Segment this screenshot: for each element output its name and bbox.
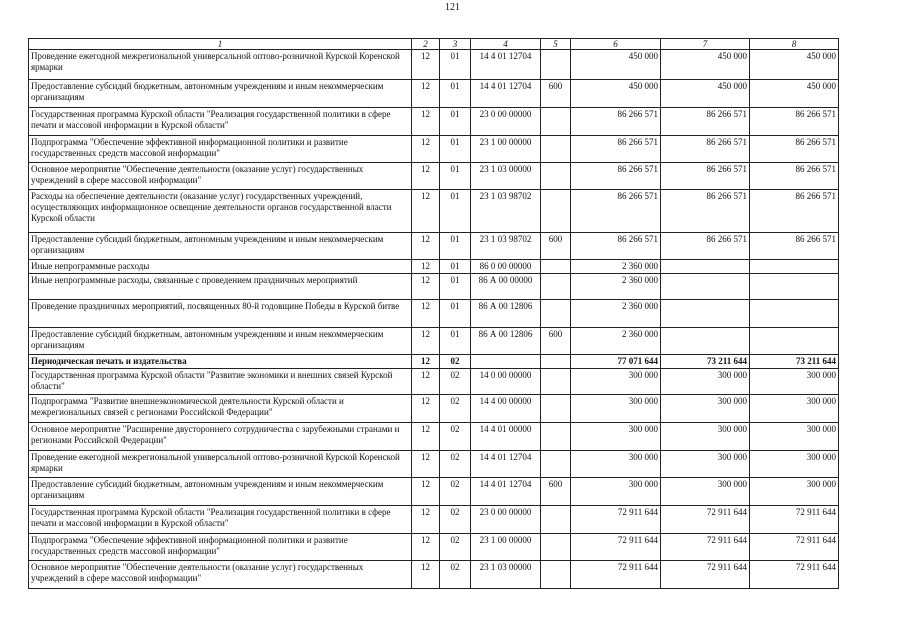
column-number: 1	[29, 39, 412, 50]
expense-type-code	[541, 163, 571, 190]
amount-year-1: 300 000	[571, 423, 661, 451]
table-row	[29, 50, 839, 80]
section-code: 12	[412, 50, 440, 80]
column-number: 5	[541, 39, 571, 50]
amount-year-1: 2 360 000	[571, 274, 661, 300]
subsection-code: 02	[440, 534, 471, 561]
section-code: 12	[412, 300, 440, 328]
amount-year-2	[661, 260, 750, 274]
row-name: Иные непрограммные расходы	[29, 260, 412, 274]
section-code: 12	[412, 80, 440, 108]
target-article-code: 23 1 00 00000	[471, 136, 541, 163]
table-row	[29, 534, 839, 561]
expense-type-code	[541, 534, 571, 561]
amount-year-1: 2 360 000	[571, 260, 661, 274]
subsection-code: 02	[440, 355, 471, 369]
target-article-code: 86 А 00 12806	[471, 300, 541, 328]
target-article-code: 23 1 03 98702	[471, 190, 541, 233]
row-name: Подпрограмма "Обеспечение эффективной информационной политики и развитие государственных средств массовой информации"	[29, 534, 412, 561]
target-article-code: 14 4 01 00000	[471, 423, 541, 451]
amount-year-1: 72 911 644	[571, 561, 661, 589]
table-row	[29, 163, 839, 190]
table-row	[29, 108, 839, 136]
amount-year-2: 73 211 644	[661, 355, 750, 369]
section-code: 12	[412, 369, 440, 395]
amount-year-3: 86 266 571	[750, 163, 839, 190]
row-name: Иные непрограммные расходы, связанные с проведением праздничных мероприятий	[29, 274, 412, 300]
subsection-code: 01	[440, 163, 471, 190]
target-article-code: 14 4 00 00000	[471, 395, 541, 423]
subsection-code: 02	[440, 451, 471, 478]
amount-year-2: 86 266 571	[661, 136, 750, 163]
target-article-code: 86 А 00 00000	[471, 274, 541, 300]
target-article-code: 86 А 00 12806	[471, 328, 541, 355]
amount-year-3: 450 000	[750, 50, 839, 80]
section-code: 12	[412, 274, 440, 300]
amount-year-2: 300 000	[661, 478, 750, 506]
target-article-code: 14 4 01 12704	[471, 80, 541, 108]
amount-year-2: 450 000	[661, 80, 750, 108]
amount-year-1: 2 360 000	[571, 328, 661, 355]
column-number: 8	[750, 39, 839, 50]
table-row	[29, 300, 839, 328]
section-code: 12	[412, 163, 440, 190]
amount-year-1: 450 000	[571, 50, 661, 80]
expense-type-code	[541, 274, 571, 300]
subsection-code: 01	[440, 300, 471, 328]
target-article-code: 23 1 03 98702	[471, 233, 541, 260]
amount-year-3: 300 000	[750, 395, 839, 423]
table-row	[29, 561, 839, 589]
row-name: Предоставление субсидий бюджетным, автономным учреждениям и иным некоммерческим организациям	[29, 478, 412, 506]
section-code: 12	[412, 451, 440, 478]
amount-year-3	[750, 328, 839, 355]
section-code: 12	[412, 233, 440, 260]
table-row	[29, 395, 839, 423]
target-article-code: 23 0 00 00000	[471, 108, 541, 136]
subsection-code: 01	[440, 80, 471, 108]
subsection-code: 02	[440, 478, 471, 506]
amount-year-2: 300 000	[661, 369, 750, 395]
section-code: 12	[412, 534, 440, 561]
target-article-code: 23 1 03 00000	[471, 561, 541, 589]
amount-year-1: 2 360 000	[571, 300, 661, 328]
expense-type-code: 600	[541, 233, 571, 260]
subsection-code: 02	[440, 561, 471, 589]
section-code: 12	[412, 260, 440, 274]
amount-year-2	[661, 274, 750, 300]
table-row	[29, 451, 839, 478]
row-name: Проведение праздничных мероприятий, посвященных 80-й годовщине Победы в Курской битве	[29, 300, 412, 328]
expense-type-code	[541, 506, 571, 534]
table-row	[29, 190, 839, 233]
amount-year-2	[661, 300, 750, 328]
amount-year-3: 86 266 571	[750, 108, 839, 136]
amount-year-3: 300 000	[750, 478, 839, 506]
expense-type-code	[541, 395, 571, 423]
amount-year-1: 300 000	[571, 369, 661, 395]
target-article-code: 14 0 00 00000	[471, 369, 541, 395]
amount-year-2: 72 911 644	[661, 561, 750, 589]
amount-year-1: 86 266 571	[571, 233, 661, 260]
expense-type-code: 600	[541, 478, 571, 506]
target-article-code: 23 1 00 00000	[471, 534, 541, 561]
amount-year-2: 86 266 571	[661, 163, 750, 190]
amount-year-3: 450 000	[750, 80, 839, 108]
section-code: 12	[412, 136, 440, 163]
amount-year-1: 86 266 571	[571, 136, 661, 163]
row-name: Подпрограмма "Развитие внешнеэкономической деятельности Курской области и межрегиональных связей с регионами Российской Федерации"	[29, 395, 412, 423]
subsection-code: 02	[440, 395, 471, 423]
row-name: Основное мероприятие "Расширение двустороннего сотрудничества с зарубежными странами и регионами Российской Федерации"	[29, 423, 412, 451]
table-row	[29, 478, 839, 506]
subsection-code: 01	[440, 328, 471, 355]
row-name: Проведение ежегодной межрегиональной универсальной оптово-розничной Курской Коренской ярмарки	[29, 50, 412, 80]
amount-year-3: 86 266 571	[750, 136, 839, 163]
page-number: 121	[445, 2, 460, 13]
amount-year-3: 73 211 644	[750, 355, 839, 369]
amount-year-1: 300 000	[571, 395, 661, 423]
amount-year-2	[661, 328, 750, 355]
row-name: Государственная программа Курской области "Реализация государственной политики в сфере печати и массовой информации в Курской области"	[29, 108, 412, 136]
section-code: 12	[412, 423, 440, 451]
table-row	[29, 136, 839, 163]
subsection-code: 02	[440, 423, 471, 451]
amount-year-1: 86 266 571	[571, 190, 661, 233]
amount-year-1: 86 266 571	[571, 163, 661, 190]
amount-year-3: 72 911 644	[750, 561, 839, 589]
section-code: 12	[412, 108, 440, 136]
table-row	[29, 274, 839, 300]
amount-year-1: 86 266 571	[571, 108, 661, 136]
amount-year-3: 72 911 644	[750, 534, 839, 561]
row-name: Государственная программа Курской области "Реализация государственной политики в сфере печати и массовой информации в Курской области"	[29, 506, 412, 534]
expense-type-code	[541, 190, 571, 233]
expense-type-code	[541, 561, 571, 589]
amount-year-1: 72 911 644	[571, 506, 661, 534]
section-code: 12	[412, 328, 440, 355]
target-article-code: 14 4 01 12704	[471, 451, 541, 478]
column-number-row	[29, 39, 839, 50]
expense-type-code	[541, 300, 571, 328]
amount-year-3: 86 266 571	[750, 233, 839, 260]
amount-year-3: 300 000	[750, 369, 839, 395]
subsection-code: 01	[440, 190, 471, 233]
table-row	[29, 423, 839, 451]
row-name: Расходы на обеспечение деятельности (оказание услуг) государственных учреждений, осуществляющих информационное освещение деятельности органов государственной власти Курской области	[29, 190, 412, 233]
amount-year-2: 300 000	[661, 451, 750, 478]
column-number: 6	[571, 39, 661, 50]
column-number: 2	[412, 39, 440, 50]
amount-year-2: 300 000	[661, 423, 750, 451]
amount-year-1: 77 071 644	[571, 355, 661, 369]
amount-year-2: 86 266 571	[661, 233, 750, 260]
target-article-code: 14 4 01 12704	[471, 50, 541, 80]
budget-table	[28, 38, 839, 589]
amount-year-2: 72 911 644	[661, 506, 750, 534]
target-article-code	[471, 355, 541, 369]
expense-type-code	[541, 369, 571, 395]
expense-type-code	[541, 355, 571, 369]
row-name: Государственная программа Курской области "Развитие экономики и внешних связей Курской области"	[29, 369, 412, 395]
table-row	[29, 80, 839, 108]
target-article-code: 86 0 00 00000	[471, 260, 541, 274]
section-code: 12	[412, 395, 440, 423]
row-name: Предоставление субсидий бюджетным, автономным учреждениям и иным некоммерческим организациям	[29, 80, 412, 108]
column-number: 7	[661, 39, 750, 50]
section-code: 12	[412, 478, 440, 506]
amount-year-1: 72 911 644	[571, 534, 661, 561]
amount-year-3	[750, 274, 839, 300]
table-row	[29, 355, 839, 369]
table-row	[29, 328, 839, 355]
expense-type-code	[541, 108, 571, 136]
subsection-code: 01	[440, 50, 471, 80]
subsection-code: 01	[440, 108, 471, 136]
expense-type-code	[541, 260, 571, 274]
target-article-code: 14 4 01 12704	[471, 478, 541, 506]
expense-type-code	[541, 423, 571, 451]
row-name: Основное мероприятие "Обеспечение деятельности (оказание услуг) государственных учреждений в сфере массовой информации"	[29, 561, 412, 589]
target-article-code: 23 0 00 00000	[471, 506, 541, 534]
amount-year-2: 86 266 571	[661, 190, 750, 233]
amount-year-3: 72 911 644	[750, 506, 839, 534]
amount-year-3: 86 266 571	[750, 190, 839, 233]
row-name: Подпрограмма "Обеспечение эффективной информационной политики и развитие государственных средств массовой информации"	[29, 136, 412, 163]
table-row	[29, 233, 839, 260]
section-code: 12	[412, 561, 440, 589]
table-row	[29, 506, 839, 534]
row-name: Проведение ежегодной межрегиональной универсальной оптово-розничной Курской Коренской ярмарки	[29, 451, 412, 478]
expense-type-code	[541, 50, 571, 80]
amount-year-3	[750, 300, 839, 328]
row-name: Периодическая печать и издательства	[29, 355, 412, 369]
row-name: Предоставление субсидий бюджетным, автономным учреждениям и иным некоммерческим организациям	[29, 328, 412, 355]
amount-year-2: 450 000	[661, 50, 750, 80]
subsection-code: 02	[440, 369, 471, 395]
amount-year-2: 86 266 571	[661, 108, 750, 136]
amount-year-3	[750, 260, 839, 274]
target-article-code: 23 1 03 00000	[471, 163, 541, 190]
amount-year-1: 300 000	[571, 478, 661, 506]
expense-type-code	[541, 136, 571, 163]
table-row	[29, 260, 839, 274]
expense-type-code: 600	[541, 80, 571, 108]
amount-year-2: 300 000	[661, 395, 750, 423]
subsection-code: 01	[440, 274, 471, 300]
amount-year-2: 72 911 644	[661, 534, 750, 561]
row-name: Предоставление субсидий бюджетным, автономным учреждениям и иным некоммерческим организациям	[29, 233, 412, 260]
expense-type-code	[541, 451, 571, 478]
amount-year-1: 300 000	[571, 451, 661, 478]
subsection-code: 01	[440, 136, 471, 163]
section-code: 12	[412, 355, 440, 369]
row-name: Основное мероприятие "Обеспечение деятельности (оказание услуг) государственных учреждений в сфере массовой информации"	[29, 163, 412, 190]
amount-year-3: 300 000	[750, 423, 839, 451]
subsection-code: 02	[440, 506, 471, 534]
table-row	[29, 369, 839, 395]
section-code: 12	[412, 506, 440, 534]
amount-year-1: 450 000	[571, 80, 661, 108]
column-number: 3	[440, 39, 471, 50]
subsection-code: 01	[440, 260, 471, 274]
section-code: 12	[412, 190, 440, 233]
expense-type-code: 600	[541, 328, 571, 355]
amount-year-3: 300 000	[750, 451, 839, 478]
column-number: 4	[471, 39, 541, 50]
subsection-code: 01	[440, 233, 471, 260]
